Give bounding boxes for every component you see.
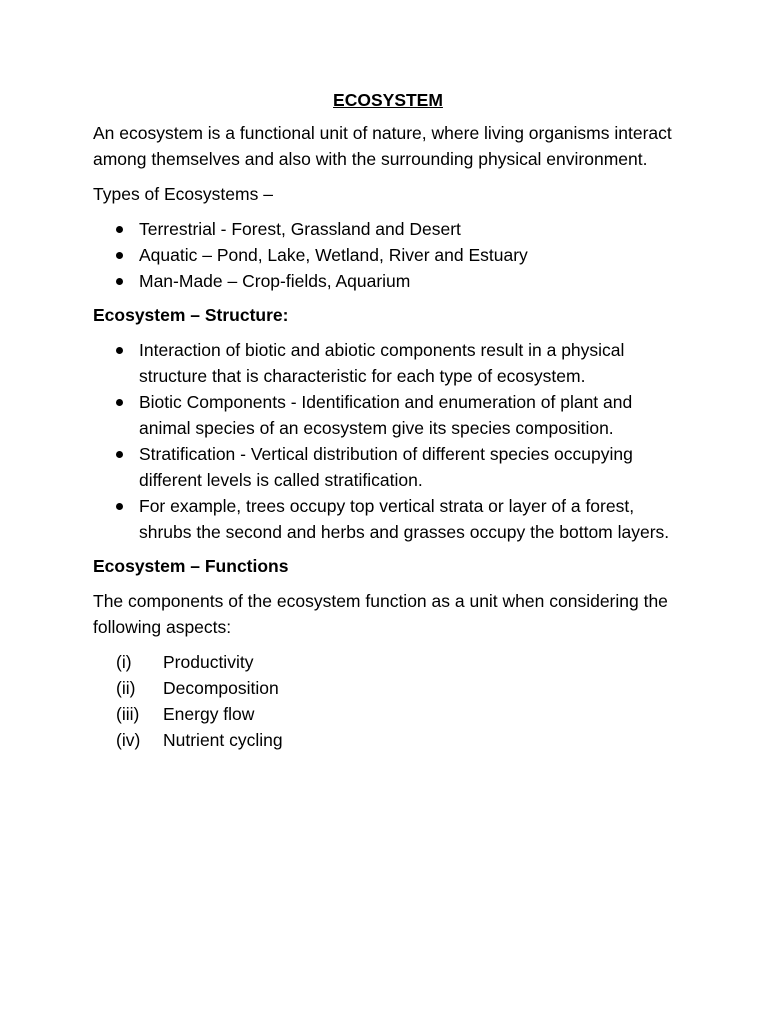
page-title: ECOSYSTEM	[333, 90, 443, 110]
aspects-list	[93, 649, 683, 753]
list-item	[93, 727, 683, 753]
bullet-icon	[116, 399, 123, 406]
list-item-text: Productivity	[163, 652, 254, 672]
bullet-icon	[116, 278, 123, 285]
list-number: (iv)	[116, 730, 141, 750]
list-item-text: Energy flow	[163, 704, 255, 724]
structure-list	[93, 337, 683, 545]
bullet-icon	[116, 252, 123, 259]
list-item	[93, 701, 683, 727]
list-item-text: Decomposition	[163, 678, 279, 698]
list-item	[93, 649, 683, 675]
structure-heading: Ecosystem – Structure:	[93, 305, 289, 325]
list-item-text: Man-Made – Crop-fields, Aquarium	[139, 271, 411, 291]
list-number: (ii)	[116, 678, 136, 698]
types-list	[93, 216, 683, 294]
intro-paragraph: An ecosystem is a functional unit of nature, where living organisms interact among themselves and also with the surrounding physical environment.	[93, 123, 672, 169]
list-item	[93, 242, 683, 268]
list-item	[93, 216, 683, 242]
list-item	[93, 441, 683, 493]
bullet-icon	[116, 226, 123, 233]
bullet-icon	[116, 347, 123, 354]
list-item-text: Biotic Components - Identification and enumeration of plant and animal species of an ecosystem give its species composition.	[139, 392, 633, 438]
functions-heading: Ecosystem – Functions	[93, 556, 289, 576]
list-item-text: Aquatic – Pond, Lake, Wetland, River and Estuary	[139, 245, 528, 265]
list-item-text: Stratification - Vertical distribution of different species occupying different levels is called stratification.	[139, 444, 633, 490]
list-number: (iii)	[116, 704, 140, 724]
functions-intro: The components of the ecosystem function as a unit when considering the following aspects:	[93, 591, 668, 637]
list-item-text: For example, trees occupy top vertical strata or layer of a forest, shrubs the second and herbs and grasses occupy the bottom layers.	[139, 496, 670, 542]
bullet-icon	[116, 451, 123, 458]
list-item	[93, 675, 683, 701]
list-item-text: Terrestrial - Forest, Grassland and Desert	[139, 219, 461, 239]
list-item	[93, 493, 683, 545]
document-page	[93, 88, 683, 753]
types-heading: Types of Ecosystems –	[93, 184, 273, 204]
list-item	[93, 389, 683, 441]
list-item-text: Nutrient cycling	[163, 730, 283, 750]
list-item-text: Interaction of biotic and abiotic components result in a physical structure that is characteristic for each type of ecosystem.	[139, 340, 625, 386]
list-number: (i)	[116, 652, 132, 672]
list-item	[93, 337, 683, 389]
list-item	[93, 268, 683, 294]
bullet-icon	[116, 503, 123, 510]
